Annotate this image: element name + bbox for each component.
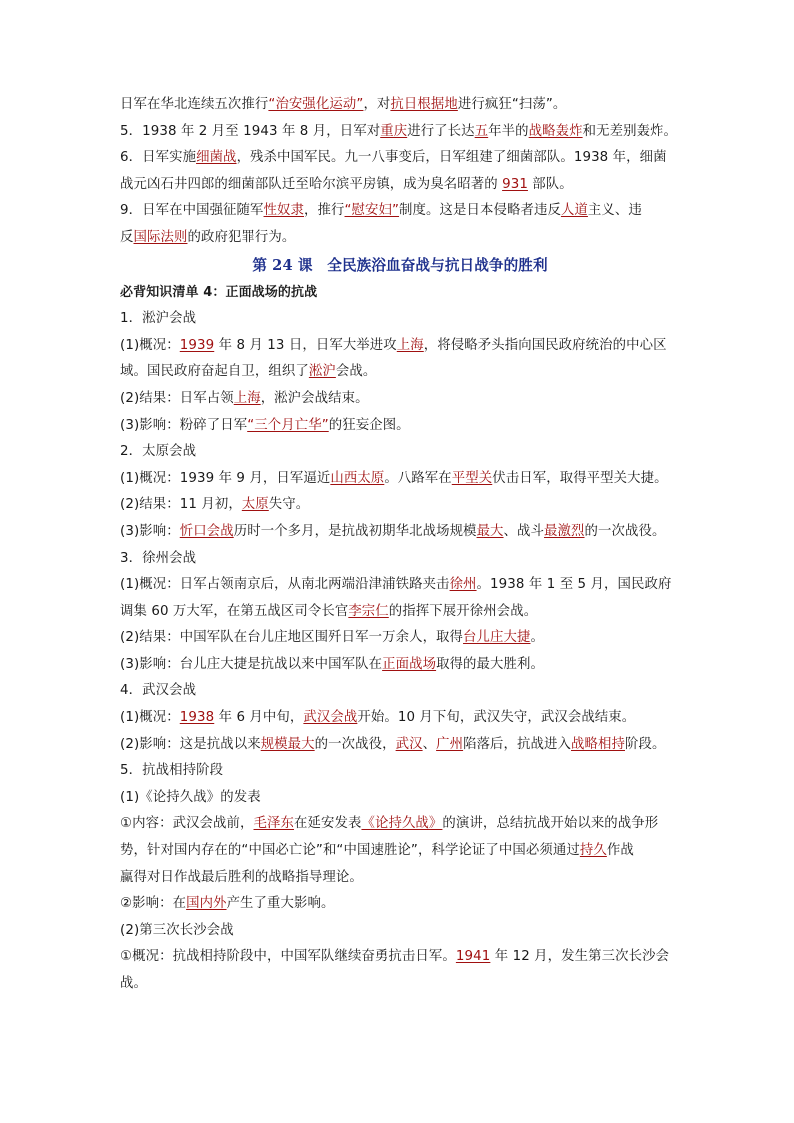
text-segment: 。八路军在 bbox=[384, 470, 452, 486]
key-term: 上海 bbox=[396, 337, 424, 353]
text-segment: (1)概况： bbox=[120, 337, 180, 353]
text-segment: 的狂妄企图。 bbox=[328, 417, 410, 433]
key-term: 性奴隶 bbox=[263, 203, 305, 219]
text-line bbox=[120, 413, 680, 440]
text-segment: (1)《论持久战》的发表 bbox=[120, 789, 261, 805]
text-segment: 历时一个多月，是抗战初期华北战场规模 bbox=[233, 523, 477, 539]
text-segment: 4．武汉会战 bbox=[120, 683, 197, 699]
text-line bbox=[120, 492, 680, 519]
key-term: 国际法则 bbox=[133, 229, 188, 245]
text-line bbox=[120, 705, 680, 732]
text-segment: ，对 bbox=[363, 97, 391, 112]
text-line bbox=[120, 625, 680, 652]
text-line bbox=[120, 944, 680, 971]
text-segment: 赢得对日作战最后胜利的战略指导理论。 bbox=[120, 869, 363, 885]
text-line bbox=[120, 865, 680, 892]
key-term: 国内外 bbox=[186, 896, 227, 912]
key-term: 重庆 bbox=[380, 123, 408, 139]
text-segment: (3)影响： bbox=[120, 523, 180, 539]
text-segment: (1)概况：1939 年 9 月，日军逼近 bbox=[120, 470, 331, 486]
key-term: 淞沪 bbox=[308, 364, 336, 380]
key-term: 毛泽东 bbox=[253, 816, 295, 832]
text-segment: ①概况：抗战相持阶段中，中国军队继续奋勇抗击日军。 bbox=[120, 949, 456, 965]
text-segment: (2)结果：中国军队在台儿庄地区围歼日军一万余人，取得 bbox=[120, 630, 464, 646]
text-line bbox=[120, 732, 680, 759]
key-term: 战略轰炸 bbox=[528, 123, 583, 139]
text-segment: 必背知识清单 4：正面战场的抗战 bbox=[120, 284, 318, 300]
text-line bbox=[120, 838, 680, 865]
text-line bbox=[120, 172, 680, 199]
text-segment: 。 bbox=[530, 630, 544, 646]
key-term: 李宗仁 bbox=[348, 603, 389, 619]
key-term: 武汉会战 bbox=[303, 710, 358, 726]
text-line bbox=[120, 918, 680, 945]
text-line bbox=[120, 785, 680, 812]
key-term: 931 bbox=[502, 176, 528, 192]
text-segment: 部队。 bbox=[527, 176, 573, 192]
key-term: 山西太原 bbox=[330, 470, 385, 486]
text-line bbox=[120, 92, 680, 119]
text-line bbox=[120, 359, 680, 386]
text-line bbox=[120, 145, 680, 172]
key-term: 最大 bbox=[476, 523, 504, 539]
text-segment: (3)影响：台儿庄大捷是抗战以来中国军队在 bbox=[120, 656, 383, 672]
text-segment: (2)结果：11 月初， bbox=[120, 497, 242, 513]
text-segment: ，残杀中国军民。九一八事变后，日军组建了细菌部队。1938 年，细菌 bbox=[236, 150, 667, 166]
text-line bbox=[120, 971, 680, 998]
key-term: 规模最大 bbox=[260, 736, 315, 752]
key-term: 太原 bbox=[241, 497, 269, 513]
text-segment: 进行疯狂“扫荡”。 bbox=[457, 97, 567, 112]
key-term: “三个月亡华” bbox=[247, 417, 329, 433]
text-segment: 开始。10 月下旬，武汉失守，武汉会战结束。 bbox=[357, 710, 636, 726]
text-segment: 的政府犯罪行为。 bbox=[187, 229, 296, 245]
text-segment: 9．日军在中国强征随军 bbox=[120, 203, 264, 219]
text-segment: 进行了长达 bbox=[407, 123, 475, 139]
text-segment: 阶段。 bbox=[624, 736, 666, 752]
text-segment: 5．抗战相持阶段 bbox=[120, 763, 224, 779]
text-segment: 伏击日军，取得平型关大捷。 bbox=[492, 470, 668, 486]
key-term: 持久 bbox=[579, 843, 607, 859]
text-line bbox=[120, 386, 680, 413]
key-term: 最激烈 bbox=[544, 523, 585, 539]
text-segment: 主义、违 bbox=[587, 203, 642, 219]
key-term: 抗日根据地 bbox=[390, 97, 458, 112]
lesson-text bbox=[120, 92, 680, 998]
text-line bbox=[120, 811, 680, 838]
key-term: 五 bbox=[474, 123, 489, 139]
key-term: 《论持久战》 bbox=[361, 816, 443, 832]
text-segment: 和无差别轰炸。 bbox=[582, 123, 678, 139]
key-term: 广州 bbox=[436, 736, 464, 752]
section-heading bbox=[120, 280, 680, 307]
text-segment: 2．太原会战 bbox=[120, 444, 197, 460]
text-segment: 1．淞沪会战 bbox=[120, 311, 197, 327]
text-line bbox=[120, 198, 680, 225]
text-segment: 失守。 bbox=[268, 497, 310, 513]
lesson-title bbox=[120, 252, 680, 280]
key-term: 1941 bbox=[455, 949, 491, 965]
text-segment: (3)影响：粉碎了日军 bbox=[120, 417, 248, 433]
text-line bbox=[120, 466, 680, 493]
text-segment: 、战斗 bbox=[503, 523, 545, 539]
text-segment: 制度。这是日本侵略者违反 bbox=[399, 203, 561, 219]
text-segment: 会战。 bbox=[335, 364, 377, 380]
text-segment: 年 8 月 13 日，日军大举进攻 bbox=[214, 337, 397, 353]
text-segment: 陷落后，抗战进入 bbox=[463, 736, 572, 752]
key-term: 上海 bbox=[233, 390, 261, 406]
text-segment: 作战 bbox=[606, 843, 634, 859]
key-term: 战略相持 bbox=[571, 736, 625, 752]
text-segment: 6．日军实施 bbox=[120, 150, 197, 166]
text-segment: (1)概况： bbox=[120, 710, 180, 726]
text-segment: 取得的最大胜利。 bbox=[436, 656, 545, 672]
key-term: “治安强化运动” bbox=[268, 97, 364, 112]
text-segment: 年半的 bbox=[488, 123, 529, 139]
text-line bbox=[120, 439, 680, 466]
text-segment: 、 bbox=[422, 736, 437, 752]
text-segment: 势，针对国内存在的“中国必亡论”和“中国速胜论”，科学论证了中国必须通过 bbox=[120, 843, 580, 859]
text-line bbox=[120, 758, 680, 785]
text-segment: (1)概况：日军占领南京后，从南北两端沿津浦铁路夹击 bbox=[120, 577, 450, 593]
text-segment: 产生了重大影响。 bbox=[226, 896, 335, 912]
key-term: 1939 bbox=[179, 337, 215, 353]
text-line bbox=[120, 678, 680, 705]
text-line bbox=[120, 225, 680, 252]
text-segment: 5．1938 年 2 月至 1943 年 8 月，日军对 bbox=[120, 123, 381, 139]
text-segment: ，推行 bbox=[304, 203, 345, 219]
text-segment: ，淞沪会战结束。 bbox=[260, 390, 369, 406]
key-term: 武汉 bbox=[395, 736, 423, 752]
text-segment: (2)影响：这是抗战以来 bbox=[120, 736, 261, 752]
text-segment: (2)结果：日军占领 bbox=[120, 390, 234, 406]
text-line bbox=[120, 599, 680, 626]
text-line bbox=[120, 572, 680, 599]
text-segment: 。1938 年 1 至 5 月，国民政府 bbox=[476, 577, 672, 593]
text-segment: 的演讲，总结抗战开始以来的战争形 bbox=[442, 816, 659, 832]
text-segment: 反 bbox=[120, 229, 134, 245]
text-line bbox=[120, 891, 680, 918]
key-term: 忻口会战 bbox=[179, 523, 234, 539]
text-segment: 年 6 月中旬， bbox=[214, 710, 304, 726]
text-line bbox=[120, 546, 680, 573]
text-line bbox=[120, 652, 680, 679]
key-term: “慰安妇” bbox=[344, 203, 400, 219]
text-segment: (2)第三次长沙会战 bbox=[120, 922, 234, 938]
text-segment: ，将侵略矛头指向国民政府统治的中心区 bbox=[423, 337, 667, 353]
text-segment: ②影响：在 bbox=[120, 896, 187, 912]
text-segment: ①内容：武汉会战前， bbox=[120, 816, 254, 832]
key-term: 台儿庄大捷 bbox=[463, 630, 531, 646]
key-term: 平型关 bbox=[451, 470, 493, 486]
text-line bbox=[120, 519, 680, 546]
text-line bbox=[120, 333, 680, 360]
key-term: 人道 bbox=[560, 203, 588, 219]
text-segment: 第 24 课 全民族浴血奋战与抗日战争的胜利 bbox=[252, 256, 548, 274]
text-line bbox=[120, 119, 680, 146]
text-segment: 在延安发表 bbox=[294, 816, 362, 832]
text-segment: 战元凶石井四郎的细菌部队迁至哈尔滨平房镇，成为臭名昭著的 bbox=[120, 176, 503, 192]
text-segment: 调集 60 万大军，在第五战区司令长官 bbox=[120, 603, 349, 619]
key-term: 1938 bbox=[179, 710, 215, 726]
text-segment: 3．徐州会战 bbox=[120, 550, 197, 566]
key-term: 正面战场 bbox=[382, 656, 437, 672]
text-segment: 的指挥下展开徐州会战。 bbox=[388, 603, 538, 619]
text-segment: 的一次战役， bbox=[314, 736, 396, 752]
text-segment: 年 12 月，发生第三次长沙会 bbox=[490, 949, 670, 965]
text-segment: 战。 bbox=[120, 976, 147, 991]
text-line bbox=[120, 306, 680, 333]
text-segment: 域。国民政府奋起自卫，组织了 bbox=[120, 364, 309, 380]
text-segment: 日军在华北连续五次推行 bbox=[120, 97, 269, 112]
key-term: 徐州 bbox=[449, 577, 477, 593]
text-segment: 的一次战役。 bbox=[584, 523, 666, 539]
key-term: 细菌战 bbox=[196, 150, 237, 166]
